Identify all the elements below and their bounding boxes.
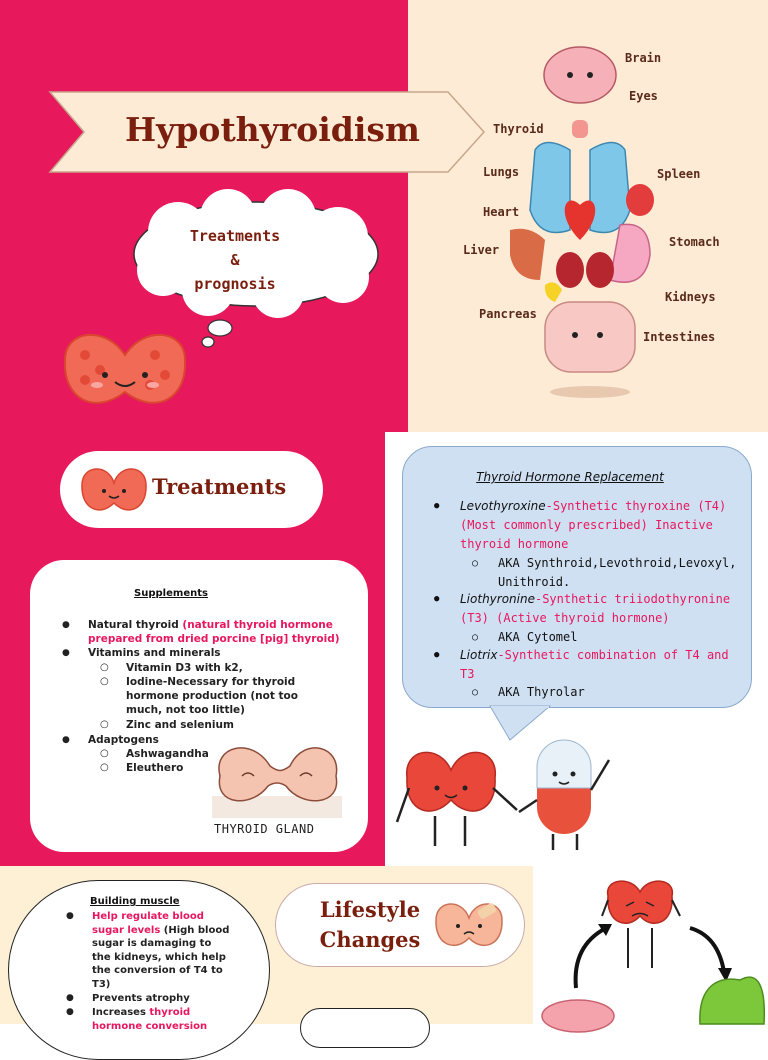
page-title: Hypothyroidism: [125, 110, 420, 149]
organ-label-intestines: Intestines: [643, 330, 716, 344]
lifestyle-line-1: Lifestyle: [319, 897, 421, 922]
thyroid-mascot-icon: [55, 320, 195, 420]
supplement-vitamin-d3: ○ Vitamin D3 with k2,: [126, 661, 346, 675]
liotrix-name: Liotrix: [460, 648, 498, 662]
levothyroxine-item: [460, 497, 745, 554]
thyroid-bandage-icon: [432, 896, 506, 954]
cloud-line-1: Treatments: [189, 227, 281, 245]
supplement-iodine: ○ Iodine-Necessary for thyroid hormone production (not too much, not too little): [126, 675, 336, 717]
supplement-adaptogens: ● Adaptogens: [88, 733, 348, 747]
lifestyle-line-2: Changes: [319, 927, 421, 952]
liothyronine-name: Liothyronine: [460, 592, 535, 606]
liotrix-desc: -Synthetic combination of T4 and T3: [460, 648, 729, 681]
bubble-tail: [490, 706, 560, 742]
thyroid-gland-icon: [212, 736, 342, 826]
muscle-blood-sugar-detail: (High blood sugar is damaging to the kidneys, which help the conversion of T4 to T3): [92, 924, 230, 990]
levothyroxine-aka: ○ AKA Synthroid,Levothroid,Levoxyl, Unithroid.: [498, 554, 748, 592]
cloud-line-2: &: [230, 251, 240, 269]
supplements-title: Supplements: [134, 588, 208, 599]
supplement-ashwagandha: ○ Ashwagandha: [126, 747, 226, 761]
supplement-eleuthero: ○ Eleuthero: [126, 761, 226, 775]
muscle-item-blood-sugar: [92, 910, 232, 991]
organ-label-brain: Brain: [625, 51, 662, 65]
liothyronine-aka: ○ AKA Cytomel: [498, 628, 748, 647]
treatments-label: Treatments: [152, 474, 287, 499]
muscle-item-atrophy: ● Prevents atrophy: [92, 992, 232, 1006]
supplement-zinc: ○ Zinc and selenium: [126, 718, 346, 732]
thyroid-gland-caption: THYROID GLAND: [214, 822, 315, 836]
liotrix-aka: ○ AKA Thyrolar: [498, 683, 748, 702]
supplement-vitamins: ● Vitamins and minerals: [88, 646, 348, 660]
cloud-text: [150, 224, 320, 296]
organ-label-spleen: Spleen: [657, 167, 701, 181]
levothyroxine-name: Levothyroxine: [460, 499, 546, 513]
organ-label-heart: Heart: [483, 205, 520, 219]
organ-label-lungs: Lungs: [483, 165, 520, 179]
organ-label-stomach: Stomach: [669, 235, 720, 249]
thyroid-and-pill-icon: [395, 738, 620, 856]
liothyronine-item: [460, 590, 745, 628]
building-muscle-title: Building muscle: [90, 896, 180, 907]
replacement-title: Thyroid Hormone Replacement: [476, 470, 664, 484]
organ-label-kidneys: Kidneys: [665, 290, 716, 304]
bottom-pill-outline: [300, 1008, 430, 1048]
cloud-line-3: prognosis: [194, 275, 276, 293]
muscle-conversion-label: Increases: [92, 1007, 150, 1018]
organ-label-liver: Liver: [463, 243, 500, 257]
muscle-conversion-highlight: thyroid hormone conversion: [92, 1007, 208, 1032]
organ-label-pancreas: Pancreas: [479, 307, 537, 321]
natural-thyroid-label: Natural thyroid: [88, 619, 183, 631]
muscle-blood-sugar-highlight: Help regulate blood sugar levels: [92, 911, 204, 936]
organ-label-eyes: Eyes: [629, 89, 658, 103]
muscle-item-conversion: [92, 1006, 232, 1033]
liothyronine-desc: -Synthetic triiodothyronine (T3) (Active thyroid hormone): [460, 592, 731, 625]
natural-thyroid-note: (natural thyroid hormone prepared from dried porcine [pig] thyroid): [88, 619, 340, 645]
supplement-natural-thyroid: [88, 618, 348, 646]
thyroid-cycle-icon: [540, 876, 768, 1024]
liotrix-item: [460, 646, 745, 684]
thyroid-small-icon: [78, 461, 150, 519]
levothyroxine-desc: -Synthetic thyroxine (T4) (Most commonly prescribed) Inactive thyroid hormone: [460, 499, 727, 551]
organ-label-thyroid: Thyroid: [493, 122, 544, 136]
lifestyle-label: [300, 895, 440, 955]
